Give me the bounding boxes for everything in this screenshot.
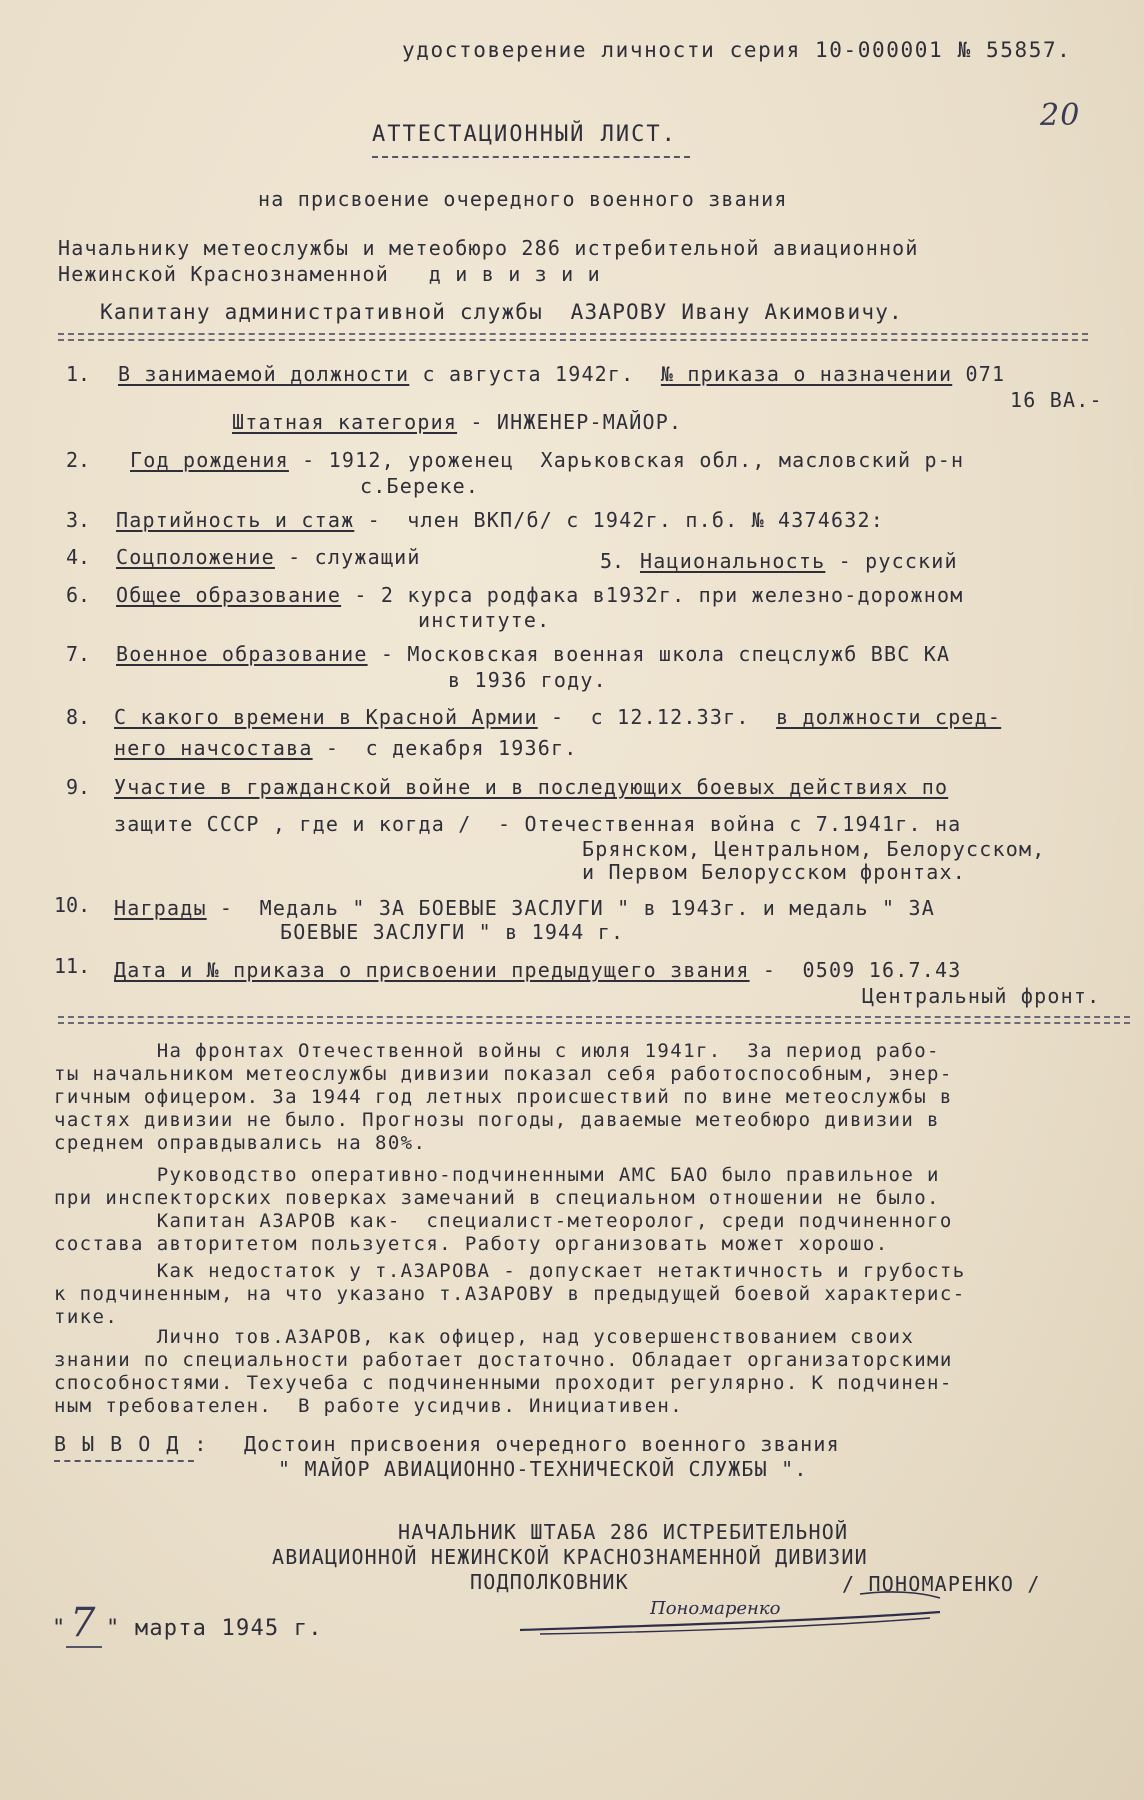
addressee-line-1: Начальнику метеослужбы и метеобюро 286 истребительной авиационной (58, 236, 919, 260)
item-6-line (116, 583, 963, 607)
item-text: - служащий (274, 545, 421, 569)
item-number: 2. (66, 448, 91, 472)
addressee-line-2: Нежинской Краснознаменной д и в и з и и (58, 262, 601, 286)
id-line: удостоверение личности серия 10-000001 № 55857. (402, 38, 1072, 62)
text-line: ты начальником метеослужбы дивизии показал себя работоспособным, энер- (54, 1063, 953, 1085)
item-cont-label: него начсостава (114, 736, 313, 760)
text-line: гичным офицером. За 1944 год летных происшествий по вине метеослужбы в (54, 1086, 953, 1108)
text-line: при инспекторских поверках замечаний в специальном отношении не было. (54, 1187, 940, 1209)
separator-rule-top (58, 333, 1088, 341)
item-7-cont: в 1936 году. (448, 668, 607, 692)
item-label: С какого времени в Красной Армии (114, 705, 538, 729)
item-9-cont-2: и Первом Белорусском фронтах. (582, 860, 966, 884)
item-1-sub (232, 410, 682, 434)
subheading: на присвоение очередного военного звания (258, 187, 788, 211)
text-line: Лично тов.АЗАРОВ, как офицер, над усовершенствованием своих (54, 1326, 915, 1348)
item-text: - с 12.12.33г. (537, 705, 777, 729)
item-label: Награды (114, 896, 207, 920)
conclusion-underline (54, 1460, 194, 1462)
conclusion-label: В Ы В О Д : (54, 1432, 209, 1456)
separator-rule-bottom (58, 1016, 1130, 1024)
text-line: среднем оправдывались на 80%. (54, 1132, 427, 1154)
item-8-cont (114, 736, 577, 760)
date-day-underline (66, 1646, 102, 1648)
item-label: Участие в гражданской войне и в последующих боевых действиях по (114, 775, 949, 799)
item-label: Год рождения (130, 448, 289, 472)
item-text: - член ВКП/б/ с 1942г. п.б. № 4374632: (354, 508, 884, 532)
item-9-line-2: защите СССР , где и когда / - Отечественная война с 7.1941г. на (114, 812, 962, 836)
text-line: Капитан АЗАРОВ как- специалист-метеоролог, среди подчиненного (54, 1210, 953, 1232)
addressee-line-3: Капитану административной службы АЗАРОВУ Ивану Акимовичу. (100, 300, 903, 324)
item-label: Партийность и стаж (116, 508, 355, 532)
text-line: к подчиненным, на что указано т.АЗАРОВУ в предыдущей боевой характерис- (54, 1283, 966, 1305)
item-label: Национальность (640, 549, 826, 573)
item-text: - русский (825, 549, 958, 573)
item-label: Общее образование (116, 583, 342, 607)
item-11-cont: Центральный фронт. (862, 984, 1101, 1008)
item-number: 7. (66, 642, 91, 666)
signature-line-1: НАЧАЛЬНИК ШТАБА 286 ИСТРЕБИТЕЛЬНОЙ (398, 1520, 849, 1544)
item-9-line (114, 775, 948, 799)
item-6-cont: институте. (418, 608, 551, 632)
item-text: - Медаль " ЗА БОЕВЫЕ ЗАСЛУГИ " в 1943г. и медаль " ЗА (206, 896, 935, 920)
item-number: 1. (66, 362, 91, 386)
item-4-line (116, 545, 421, 569)
item-11-line (114, 958, 961, 982)
text-line: тике. (54, 1306, 119, 1328)
item-text: - 2 курса родфака в1932г. при железно-дорожном (341, 583, 964, 607)
signature-line-2: АВИАЦИОННОЙ НЕЖИНСКОЙ КРАСНОЗНАМЕННОЙ ДИВИЗИИ (272, 1545, 868, 1569)
conclusion-line-2: " МАЙОР АВИАЦИОННО-ТЕХНИЧЕСКОЙ СЛУЖБЫ ". (278, 1457, 808, 1481)
date-open-quote: " (52, 1616, 67, 1641)
text-line: состава авторитетом пользуется. Работу организовать может хорошо. (54, 1233, 889, 1255)
item-text: - 0509 16.7.43 (749, 958, 962, 982)
item-label-2: в должности сред- (776, 705, 1002, 729)
conclusion-line-1: Достоин присвоения очередного военного звания (244, 1432, 840, 1456)
text-line: На фронтах Отечественной войны с июля 1941г. За период рабо- (54, 1040, 940, 1062)
item-10-line (114, 896, 935, 920)
item-text: - 1912, уроженец Харьковская обл., масловский р-н (288, 448, 965, 472)
title-underline (372, 156, 690, 158)
item-text-2: 071 (952, 362, 1006, 386)
item-label: Дата и № приказа о присвоении предыдущего звания (114, 958, 750, 982)
handwritten-signature (500, 1572, 970, 1642)
item-number: 6. (66, 583, 91, 607)
item-5-line (640, 549, 958, 573)
date-day: 7 (70, 1600, 97, 1646)
page-number: 20 (1040, 98, 1081, 133)
item-number: 5. (600, 549, 625, 573)
item-number: 11. (54, 954, 91, 978)
item-7-line (116, 642, 950, 666)
item-3-line (116, 508, 884, 532)
item-number: 9. (66, 775, 91, 799)
text-line: знании по специальности работает достаточно. Обладает организаторскими (54, 1349, 953, 1371)
signature-script: Пономаренко (650, 1598, 781, 1619)
item-sub-label: Штатная категория (232, 410, 458, 434)
document-title: АТТЕСТАЦИОННЫЙ ЛИСТ. (372, 122, 677, 147)
text-line: Руководство оперативно-подчиненными АМС БАО было правильное и (54, 1164, 940, 1186)
item-number: 4. (66, 545, 91, 569)
item-label-2: № приказа о назначении (660, 362, 953, 386)
item-text: - Московская военная школа спецслужб ВВС КА (367, 642, 951, 666)
item-2-cont: с.Береке. (360, 474, 480, 498)
item-number: 8. (66, 705, 91, 729)
signature-rank: ПОДПОЛКОВНИК (470, 1570, 629, 1594)
item-8-line (114, 705, 1001, 729)
item-cont-text: - с декабря 1936г. (312, 736, 578, 760)
text-line: способностями. Техучеба с подчиненными проходит регулярно. К подчинен- (54, 1372, 953, 1394)
date-rest: " марта 1945 г. (106, 1616, 323, 1641)
item-1-cont: 16 ВА.- (1010, 388, 1103, 412)
item-1-line (118, 362, 1005, 386)
item-label: В занимаемой должности (118, 362, 410, 386)
text-line: ным требователен. В работе усидчив. Инициативен. (54, 1395, 684, 1417)
item-label: Соцположение (116, 545, 275, 569)
item-number: 3. (66, 508, 91, 532)
item-text: с августа 1942г. (409, 362, 661, 386)
item-sub-text: - ИНЖЕНЕР-МАЙОР. (457, 410, 683, 434)
item-2-line (130, 448, 964, 472)
text-line: частях дивизии не было. Прогнозы погоды, даваемые метеобюро дивизии в (54, 1109, 940, 1131)
item-number: 10. (54, 893, 91, 917)
item-9-cont-1: Брянском, Центральном, Белорусском, (582, 837, 1046, 861)
item-10-cont: БОЕВЫЕ ЗАСЛУГИ " в 1944 г. (280, 920, 625, 944)
signature-name: / ПОНОМАРЕНКО / (842, 1572, 1041, 1596)
text-line: Как недостаток у т.АЗАРОВА - допускает нетактичность и грубость (54, 1260, 966, 1282)
item-label: Военное образование (116, 642, 368, 666)
